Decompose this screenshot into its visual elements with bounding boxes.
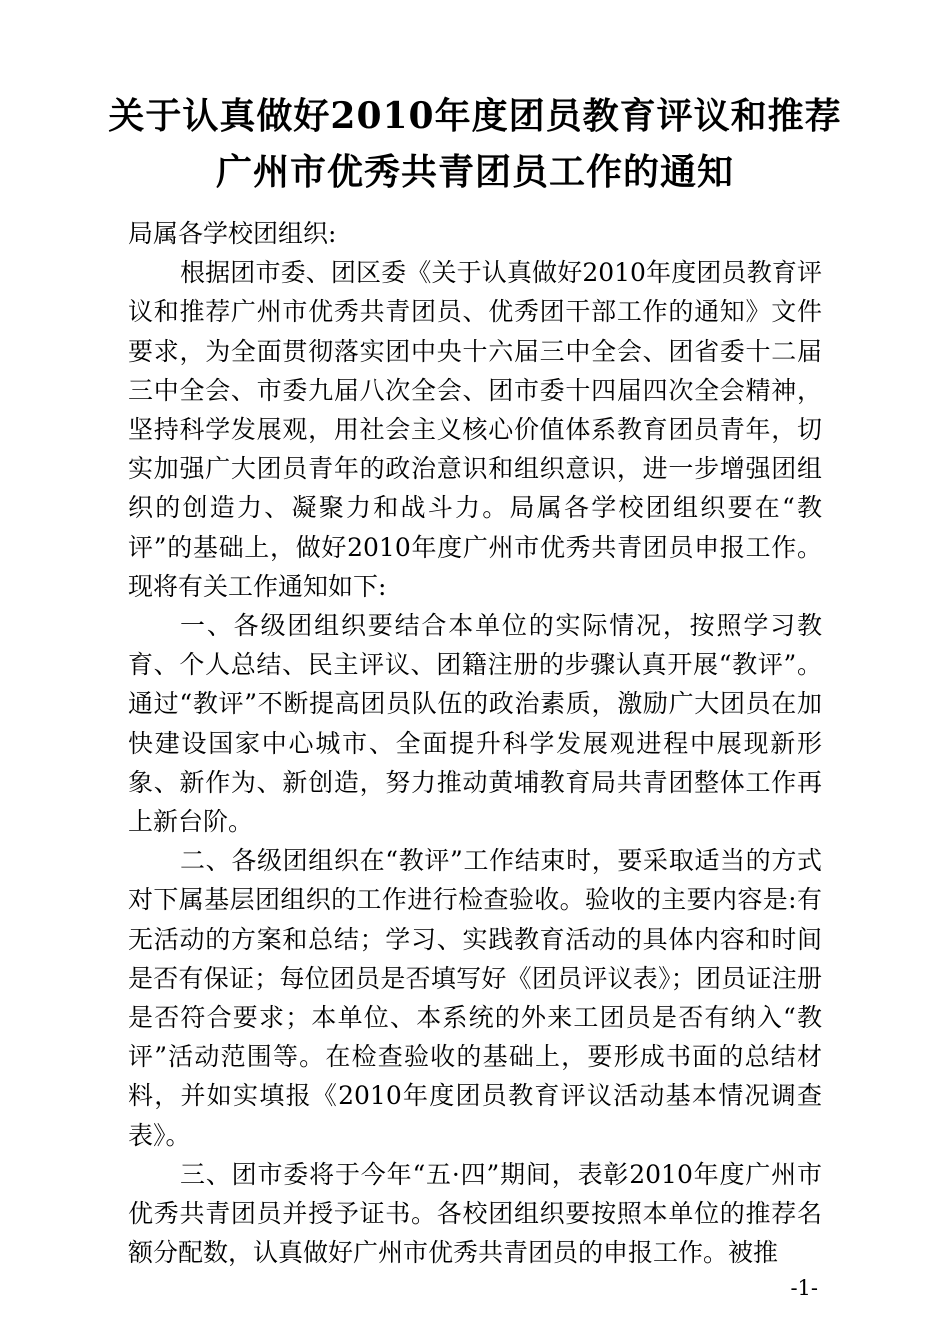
paragraph-item-2: 二、各级团组织在“教评”工作结束时，要采取适当的方式对下属基层团组织的工作进行检查验收。验收的主要内容是:有无活动的方案和总结；学习、实践教育活动的具体内容和时间是否有保证；每位团员是否填写好《团员评议表》；团员证注册是否符合要求；本单位、本系统的外来工团员是否有纳入“教评”活动范围等。在检查验收的基础上，要形成书面的总结材料，并如实填报《2010年度团员教育评议活动基本情况调查表》。 — [128, 846, 822, 1150]
paragraph-intro: 根据团市委、团区委《关于认真做好2010年度团员教育评议和推荐广州市优秀共青团员、优秀团干部工作的通知》文件要求，为全面贯彻落实团中央十六届三中全会、团省委十二届三中全会、市委九届八次全会、团市委十四届四次全会精神，坚持科学发展观，用社会主义核心价值体系教育团员青年，切实加强广大团员青年的政治意识和组织意识，进一步增强团组织的创造力、凝聚力和战斗力。局属各学校团组织要在“教评”的基础上，做好2010年度广州市优秀共青团员申报工作。现将有关工作通知如下: — [128, 258, 822, 601]
document-title — [0, 88, 950, 200]
salutation: 局属各学校团组织: — [128, 219, 337, 248]
paragraph-item-3: 三、团市委将于今年“五·四”期间，表彰2010年度广州市优秀共青团员并授予证书。各校团组织要按照本单位的推荐名额分配数，认真做好广州市优秀共青团员的申报工作。被推 — [128, 1159, 822, 1268]
document-body — [128, 214, 822, 1272]
page-number: -1- — [790, 1276, 818, 1300]
title-line-2: 广州市优秀共青团员工作的通知 — [215, 151, 734, 193]
paragraph-item-1: 一、各级团组织要结合本单位的实际情况，按照学习教育、个人总结、民主评议、团籍注册的步骤认真开展“教评”。通过“教评”不断提高团员队伍的政治素质，激励广大团员在加快建设国家中心城市、全面提升科学发展观进程中展现新形象、新作为、新创造，努力推动黄埔教育局共青团整体工作再上新台阶。 — [128, 611, 822, 837]
title-line-1: 关于认真做好2010年度团员教育评议和推荐 — [108, 95, 842, 137]
